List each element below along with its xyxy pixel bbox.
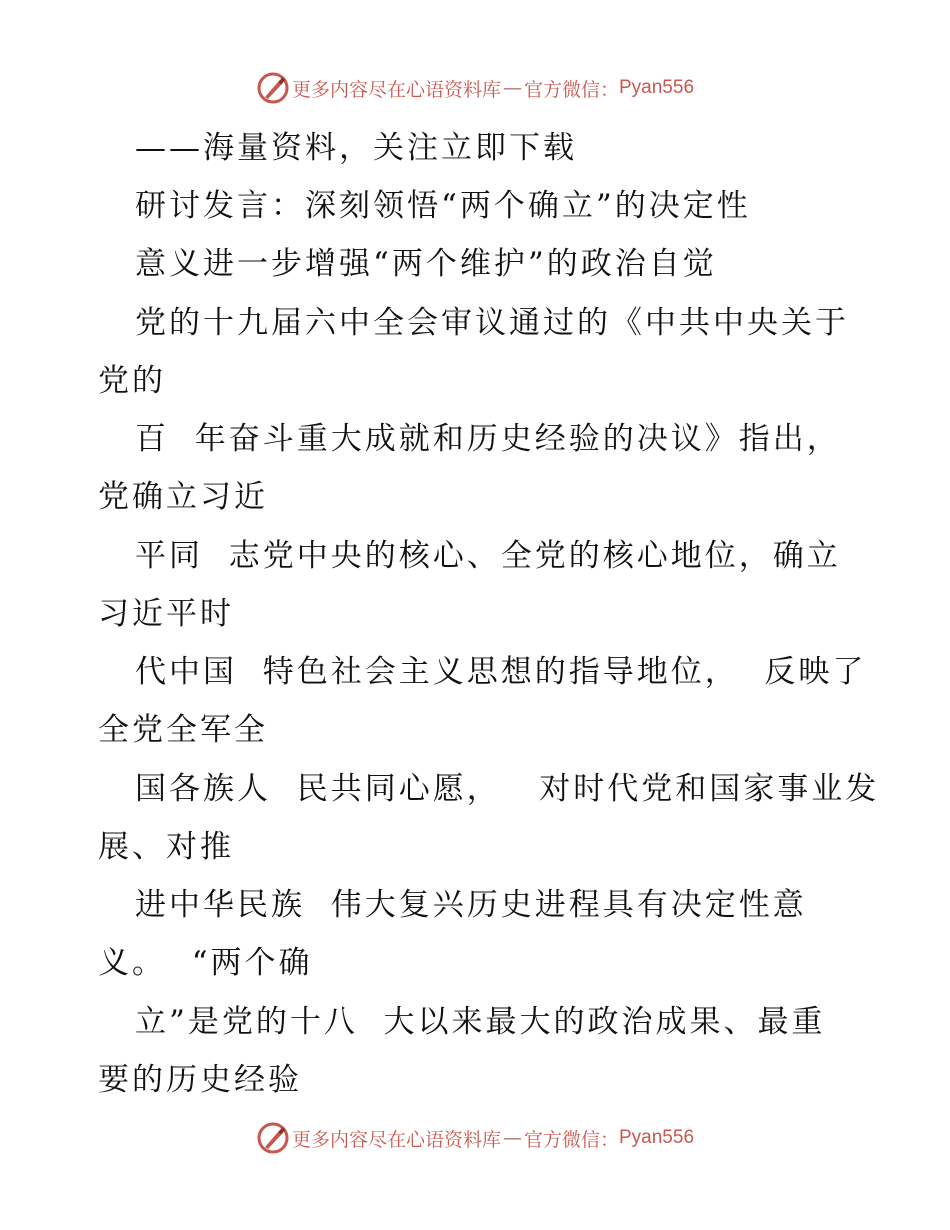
text-line: 国各族人 民共同心愿， 对时代党和国家事业发 bbox=[135, 771, 880, 807]
text-line: 党确立习近 bbox=[98, 479, 268, 515]
pen-logo-icon bbox=[256, 1121, 290, 1155]
text-line: 意义进一步增强“两个维护”的政治自觉 bbox=[135, 246, 717, 282]
text-line: 百 年奋斗重大成就和历史经验的决议》指出， bbox=[135, 421, 841, 457]
text-line: 全党全军全 bbox=[98, 712, 268, 748]
text-line: 代中国 特色社会主义思想的指导地位， 反映了 bbox=[135, 654, 867, 690]
watermark-text: 更多内容尽在心语资料库 bbox=[291, 78, 501, 101]
text-line: 习近平时 bbox=[98, 596, 234, 632]
watermark-wechat-label: 官方微信： bbox=[523, 1128, 619, 1151]
text-line: 要的历史经验 bbox=[98, 1062, 302, 1098]
text-line: ——海量资料，关注立即下载 bbox=[135, 130, 577, 166]
text-line: 立”是党的十八 大以来最大的政治成果、最重 bbox=[135, 1004, 826, 1040]
text-line: 平同 志党中央的核心、全党的核心地位，确立 bbox=[135, 538, 841, 574]
watermark-text: 更多内容尽在心语资料库 bbox=[291, 1128, 501, 1151]
watermark-wechat-label: 官方微信： bbox=[523, 78, 619, 101]
text-line: 研讨发言：深刻领悟“两个确立”的决定性 bbox=[135, 188, 751, 224]
watermark-separator: — bbox=[502, 1127, 522, 1149]
watermark-wechat-id: Pyan556 bbox=[619, 77, 695, 98]
watermark-wechat-id: Pyan556 bbox=[619, 1127, 695, 1148]
text-line: 展、对推 bbox=[98, 829, 234, 865]
text-line: 党的 bbox=[98, 363, 166, 399]
watermark-footer bbox=[0, 1118, 950, 1158]
text-line: 进中华民族 伟大复兴历史进程具有决定性意 bbox=[135, 887, 807, 923]
watermark-separator: — bbox=[502, 77, 522, 99]
text-line: 义。 “两个确 bbox=[98, 945, 313, 981]
text-line: 党的十九届六中全会审议通过的《中共中央关于 bbox=[135, 305, 849, 341]
